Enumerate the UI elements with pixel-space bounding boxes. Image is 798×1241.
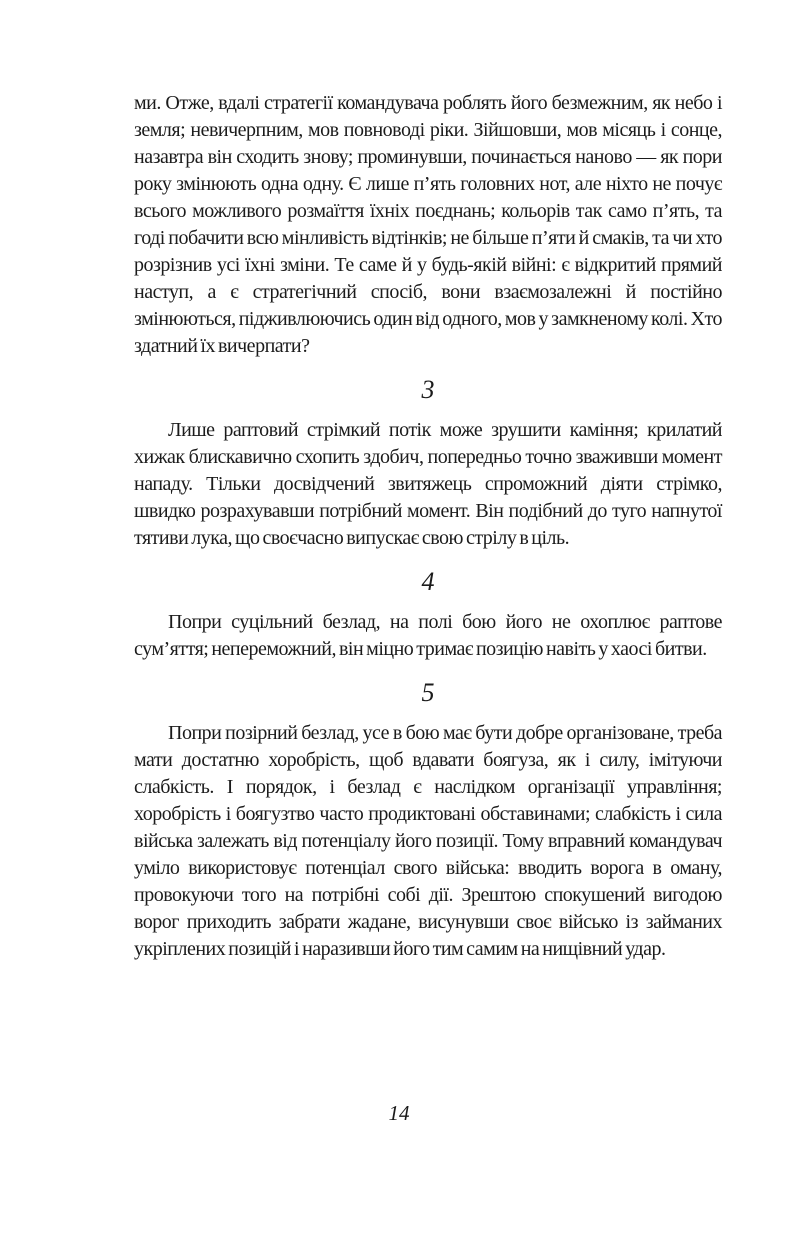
page-number: 14 (388, 1101, 410, 1125)
section-3 (134, 376, 722, 552)
section-5 (134, 679, 722, 963)
section-5-paragraph: Попри позірний безлад, усе в бою має бути добре організоване, треба мати достатню хоробрість, щоб вдавати боягуза, як і силу, імітуючи слабкість. І порядок, і безлад є наслідком організації управління; хоробрість і боягузтво часто продиктовані обставинами; слабкість і сила війська залежать від потенціалу його позиції. Тому вправний командувач уміло використовує потенціал свого війська: вводить ворога в оману, провокуючи того на потрібні собі дії. Зрештою спокушений вигодою ворог приходить забрати жадане, висунувши своє військо із займаних укріплених позицій і наразивши його тим самим на нищівний удар. (134, 722, 722, 960)
section-4 (134, 568, 722, 663)
section-4-paragraph: Попри суцільний безлад, на полі бою його не охоплює раптове сум’яття; непереможний, він міцно тримає позицію навіть у хаосі битви. (134, 611, 722, 660)
page-text-block (134, 90, 722, 963)
section-5-number: 5 (421, 678, 435, 707)
continuation-paragraph: ми. Отже, вдалі стратегії командувача роблять його безмежним, як небо і земля; невичерпним, мов повноводі ріки. Зійшовши, мов місяць і сонце, назавтра він сходить знову; проминувши, починається наново — як пори року змінюють одна одну. Є лише п’ять головних нот, але ніхто не почує всього можливого розмаїття їхніх поєднань; кольорів так само п’ять, та годі побачити всю мінливість відтінків; не більше п’яти й смаків, та чи хто розрізнив усі їхні зміни. Те саме й у будь-якій війні: є відкритий прямий наступ, а є стратегічний спосіб, вони взаємозалежні й постійно змінюються, підживлюючись один від одного, мов у замкненому колі. Хто здатний їх вичерпати? (134, 92, 722, 357)
section-3-number: 3 (421, 375, 435, 404)
section-3-paragraph: Лише раптовий стрімкий потік може зрушити каміння; крилатий хижак блискавично схопить здобич, попередньо точно зваживши момент нападу. Тільки досвідчений звитяжець спроможний діяти стрімко, швидко розрахувавши потрібний момент. Він подібний до туго напнутої тятиви лука, що своєчасно випускає свою стрілу в ціль. (134, 419, 722, 549)
section-4-number: 4 (421, 567, 435, 596)
